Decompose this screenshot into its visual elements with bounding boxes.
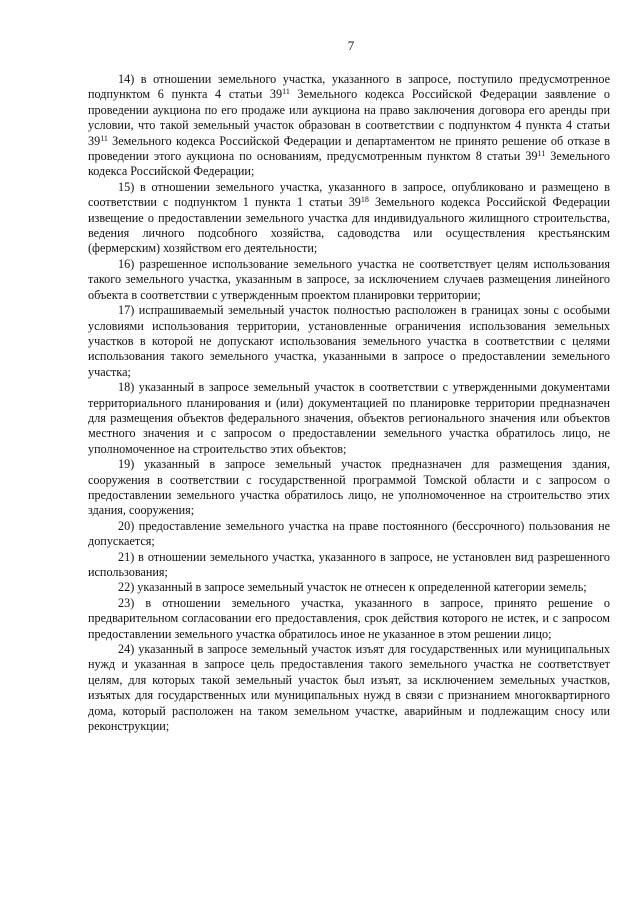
list-item-14-text-b: Земельного кодекса Российской Федерации заявление о проведении аукциона по его продаже или аукциона на право заключения договора его аренды при условии, что такой земельный участок образован в соответствии с подпунктом 4 пункта 4 статьи 39: [88, 87, 610, 148]
list-item-20: 20) предоставление земельного участка на праве постоянного (бессрочного) пользования не допускается;: [88, 518, 610, 549]
list-item-16: 16) разрешенное использование земельного участка не соответствует целям использования такого земельного участка, указанным в запросе, за исключением случаев размещения линейного объекта в соответствии с утвержденным проектом планировки территории;: [88, 256, 610, 302]
list-item-19: 19) указанный в запросе земельный участок предназначен для размещения здания, сооружения в соответствии с государственной программой Томской области и с запросом о предоставлении земельного участка обратилось лицо, не уполномоченное на строительство этих здания, сооружения;: [88, 457, 610, 518]
superscript: 11: [100, 133, 108, 143]
list-item-14: [88, 72, 610, 180]
list-item-14-text-c: Земельного кодекса Российской Федерации и департаментом не принято решение об отказе в проведении этого аукциона по основаниям, предусмотренным пунктом 8 статьи 39: [88, 133, 610, 164]
superscript: 18: [360, 195, 369, 205]
list-item-24: 24) указанный в запросе земельный участок изъят для государственных или муниципальных нужд и указанная в запросе цель предоставления такого земельного участка не соответствует целям, для которых такой земельный участок был изъят, за исключением земельных участков, изъятых для государственных или муниципальных нужд в связи с признанием многоквартирного дома, который расположен на таком земельном участке, аварийным и подлежащим сносу или реконструкции;: [88, 642, 610, 734]
superscript: 11: [282, 87, 290, 97]
list-item-18: 18) указанный в запросе земельный участок в соответствии с утвержденными документами территориального планирования и (или) документацией по планировке территории предназначен для размещения объектов федерального значения, объектов регионального значения или объектов местного значения и с запросом о предоставлении земельного участка обратилось лицо, не уполномоченное на строительство этих объектов;: [88, 380, 610, 456]
list-item-15: [88, 180, 610, 257]
page-number: 7: [347, 38, 355, 53]
list-item-21: 21) в отношении земельного участка, указанного в запросе, не установлен вид разрешенного использования;: [88, 549, 610, 579]
list-item-15-text-b: Земельного кодекса Российской Федерации извещение о предоставлении земельного участка для индивидуального жилищного строительства, ведения личного подсобного хозяйства, садоводства или осуществления крестьянским (фермерским) хозяйством его деятельности;: [88, 195, 611, 256]
list-item-17: 17) испрашиваемый земельный участок полностью расположен в границах зоны с особыми условиями использования территории, установленные ограничения использования земельных участков в которой не допускают использования земельного участка в соответствии с целями использования такого земельного участка, указанными в запросе о предоставлении земельного участка;: [88, 303, 610, 379]
list-item-14-text-a: 14) в отношении земельного участка, указанного в запросе, поступило предусмотренное подпунктом 6 пункта 4 статьи 39: [88, 72, 610, 102]
list-item-22: 22) указанный в запросе земельный участок не отнесен к определенной категории земель;: [118, 580, 587, 595]
list-item-14-text-d: Земельного кодекса Российской Федерации;: [88, 149, 610, 179]
list-item-15-text-a: 15) в отношении земельного участка, указанного в запросе, опубликовано и размещено в соответствии с подпунктом 1 пункта 1 статьи 39: [88, 179, 610, 210]
list-item-23: 23) в отношении земельного участка, указанного в запросе, принято решение о предварительном согласовании его предоставления, срок действия которого не истек, и с запросом предоставлении земельного участка обратилось иное не указанное в этом решении лицо;: [88, 595, 610, 641]
superscript: 11: [537, 149, 546, 159]
